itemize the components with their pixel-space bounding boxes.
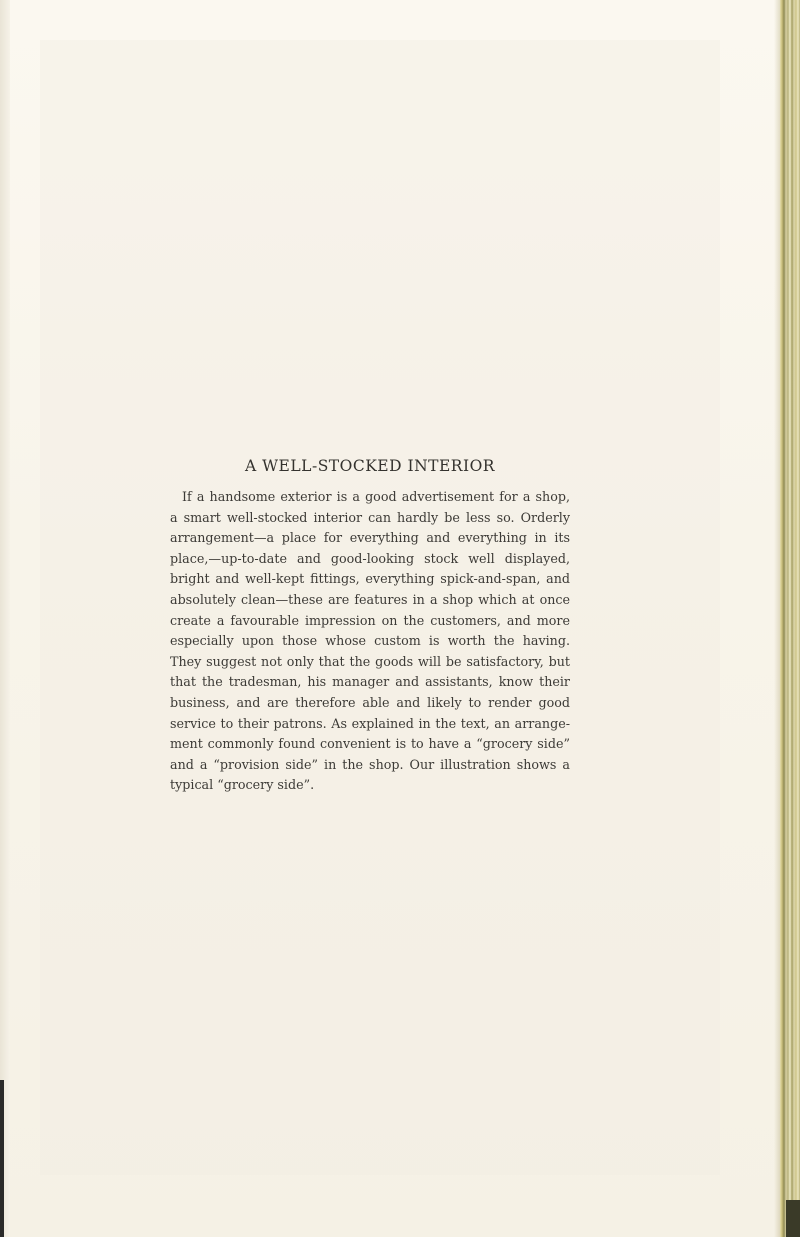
left-edge-shadow xyxy=(0,1080,4,1237)
right-page-edges xyxy=(780,0,800,1237)
caption-block xyxy=(170,455,570,796)
left-page-edge xyxy=(0,0,10,1237)
page-title: A WELL-STOCKED INTERIOR xyxy=(245,457,495,475)
caption-paragraph: If a handsome exterior is a good advertisement for a shop, a smart well-stocked interior can hardly be less so. Orderly arrangement—a place for everything and everything in its place,—up-to-date and good-looking stock well displayed, bright and well-kept fittings, everything spick-and-span, and absolutely clean—these are features in a shop which at once create a favourable impression on the customers, and more especially upon those whose custom is worth the having. They suggest not only that the goods will be satisfactory, but that the tradesman, his manager and assistants, know their business, and are therefore able and likely to render good service to their patrons. As explained in the text, an arrangement commonly found convenient is to have a “grocery side” and a “provision side” in the shop. Our illustration shows a typical “grocery side”. xyxy=(170,489,570,793)
right-edge-corner xyxy=(786,1200,800,1237)
